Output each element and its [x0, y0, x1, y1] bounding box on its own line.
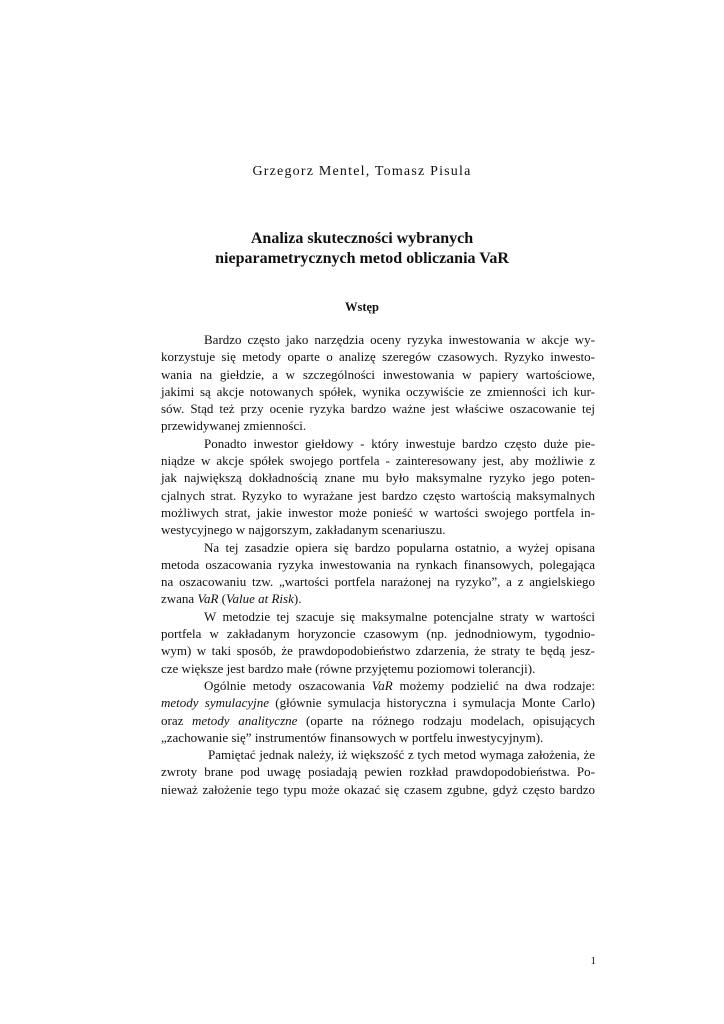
body-line [161, 504, 595, 521]
body-line [161, 469, 595, 486]
body-text-run: Ogólnie metody oszacowania [204, 677, 372, 693]
body-line [161, 642, 595, 659]
body-text-run: westycyjnego w najgorszym, zakładanym scenariuszu. [161, 522, 446, 538]
italic-term: metody symulacyjne [161, 695, 270, 711]
body-text-run: niądze w akcje spółek swojego portfela - zainteresowany jest, aby możliwie z [161, 453, 595, 469]
body-text-run: możliwych strat, jakie inwestor może ponieść w wartości swojego portfela in- [161, 504, 595, 520]
body-text-run: Ponadto inwestor giełdowy - który inwestuje bardzo często duże pie- [204, 435, 595, 451]
body-text-run: W metodzie tej szacuje się maksymalne potencjalne straty w wartości [204, 608, 595, 624]
italic-term: VaR [197, 591, 219, 607]
body-text-run: Bardzo często jako narzędzia oceny ryzyka inwestowania w akcje wy- [204, 332, 595, 347]
body-line [161, 452, 595, 469]
italic-term: Value at Risk [226, 591, 294, 607]
body-line [161, 366, 595, 383]
body-text-run: ( [218, 591, 226, 607]
authors: Grzegorz Mentel, Tomasz Pisula [252, 164, 472, 179]
page-number: 1 [590, 955, 596, 967]
title-line-1: Analiza skuteczności wybranych [250, 230, 474, 247]
italic-term: metody analityczne [192, 712, 298, 728]
body-line [161, 608, 595, 625]
body-text-run: cjalnych strat. Ryzyko to wyrażane jest bardzo często wartością maksymalnych [161, 487, 595, 503]
body-text-run: wym) w taki sposób, że prawdopodobieństwo zdarzenia, że straty te będą jesz- [161, 643, 595, 659]
body-text-run: Pamiętać jednak należy, iż większość z tych metod wymaga założenia, że [208, 747, 595, 763]
body-line [161, 331, 595, 348]
body-text-run: wania na giełdzie, a w szczególności inwestowania w papiery wartościowe, [161, 366, 595, 382]
body-text-run: na oszacowaniu tzw. „wartości portfela narażonej na ryzyko”, a z angielskiego [161, 574, 595, 590]
body-text-run: korzystuje się metody oparte o analizę szeregów czasowych. Ryzyko inwesto- [161, 349, 595, 365]
body-text-run: przewidywanej zmienności. [161, 418, 307, 434]
body-text-run: zwroty brane pod uwagę posiadają pewien rozkład prawdopodobieństwa. Po- [161, 764, 595, 780]
body-line [161, 712, 595, 729]
body-text-run: oraz [161, 712, 193, 728]
body-line [161, 677, 595, 694]
body-line [161, 573, 595, 590]
body-text-run: jakimi są akcje notowanych spółek, wynika oczywiście ze zmienności ich kur- [161, 383, 595, 399]
body-text-run: (oparte na różnego rodzaju modelach, opisujących [297, 712, 596, 728]
paper-title [0, 229, 724, 269]
body-line [161, 435, 595, 452]
body-line [161, 521, 595, 538]
body-line [161, 660, 595, 677]
body-text-run: (głównie symulacja historyczna i symulacja Monte Carlo) [269, 695, 595, 711]
body-line [161, 781, 595, 798]
body-text-run: „zachowanie się” instrumentów finansowych w portfelu inwestycyjnym). [161, 729, 544, 745]
body-line [161, 487, 595, 504]
body-text-run: Na tej zasadzie opiera się bardzo popularna ostatnio, a wyżej opisana [204, 539, 595, 555]
body-line [161, 417, 595, 434]
body-text-run: możemy podzielić na dwa rodzaje: [392, 677, 595, 693]
body-line [161, 556, 595, 573]
body-line [161, 763, 595, 780]
body-line [161, 625, 595, 642]
body-line [161, 746, 595, 763]
body-text-run: ). [293, 591, 302, 607]
body-text-run: jak największą dokładnością znane mu było maksymalne ryzyko jego poten- [161, 470, 595, 486]
body-text-run: metoda oszacowania ryzyka inwestowania na rynkach finansowych, polegająca [161, 556, 595, 572]
body-line [161, 694, 595, 711]
body-line [161, 539, 595, 556]
body-line [161, 348, 595, 365]
italic-term: VaR [371, 677, 393, 693]
title-line-2: nieparametrycznych metod obliczania VaR [215, 250, 509, 267]
body-text-run: zwana [161, 591, 198, 607]
body-text-run: portfela w zakładanym horyzoncie czasowym (np. jednodniowym, tygodnio- [161, 626, 595, 642]
section-heading: Wstęp [344, 300, 380, 314]
body-text-run: cze większe jest bardzo małe (równe przyjętemu poziomowi tolerancji). [161, 660, 536, 676]
body-line [161, 590, 595, 607]
body-line [161, 383, 595, 400]
body-line [161, 400, 595, 417]
body-line [161, 729, 595, 746]
body-text-run: sów. Stąd też przy ocenie ryzyka bardzo ważne jest właściwe oszacowanie tej [161, 401, 595, 417]
body-text [161, 331, 595, 798]
body-text-run: nieważ założenie tego typu może okazać się czasem zgubne, gdyż często bardzo [161, 781, 595, 797]
